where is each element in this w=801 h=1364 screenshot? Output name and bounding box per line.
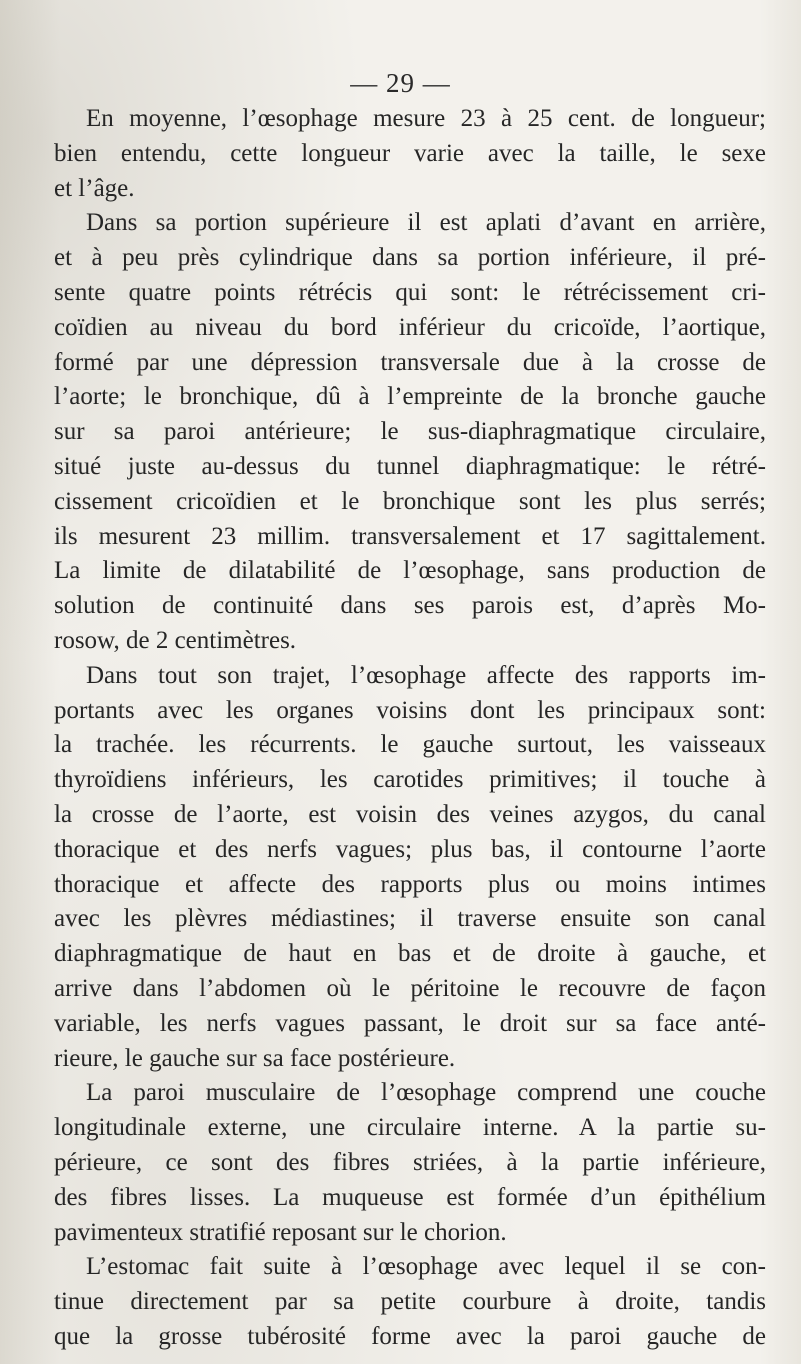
body-text (54, 102, 766, 1355)
text-line: thyroïdiens inférieurs, les carotides primitives; il touche à (54, 766, 766, 794)
text-line: la trachée. les récurrents. le gauche surtout, les vaisseaux (54, 731, 766, 759)
text-line: solution de continuité dans ses parois est, d’après Mo- (54, 592, 766, 620)
text-line: que la grosse tubérosité forme avec la paroi gauche de (54, 1322, 766, 1350)
text-line: sente quatre points rétrécis qui sont: le rétrécissement cri- (54, 278, 766, 306)
text-line: La paroi musculaire de l’œsophage comprend une couche (86, 1079, 766, 1107)
text-line: tinue directement par sa petite courbure à droite, tandis (54, 1288, 766, 1316)
text-line: et l’âge. (54, 174, 135, 202)
text-line: thoracique et affecte des rapports plus ou moins intimes (54, 870, 766, 898)
text-line: bien entendu, cette longueur varie avec la taille, le sexe (54, 139, 766, 167)
text-line: longitudinale externe, une circulaire interne. A la partie su- (54, 1114, 766, 1142)
text-line: thoracique et des nerfs vagues; plus bas, il contourne l’aorte (54, 835, 766, 863)
text-line: Dans sa portion supérieure il est aplati d’avant en arrière, (86, 209, 766, 237)
text-line: ils mesurent 23 millim. transversalement et 17 sagittalement. (54, 522, 766, 550)
text-line: portants avec les organes voisins dont les principaux sont: (54, 696, 766, 724)
text-line: cissement cricoïdien et le bronchique sont les plus serrés; (54, 487, 766, 515)
text-line: La limite de dilatabilité de l’œsophage, sans production de (54, 557, 766, 585)
page-number: — 29 — (350, 68, 451, 98)
text-line: L’estomac fait suite à l’œsophage avec lequel il se con- (86, 1253, 766, 1281)
text-line: variable, les nerfs vagues passant, le droit sur sa face anté- (54, 1009, 766, 1037)
text-line: rosow, de 2 centimètres. (54, 626, 297, 654)
text-line: avec les plèvres médiastines; il traverse ensuite son canal (54, 905, 766, 933)
text-line: sur sa paroi antérieure; le sus-diaphragmatique circulaire, (54, 418, 766, 446)
text-line: coïdien au niveau du bord inférieur du cricoïde, l’aortique, (54, 313, 766, 341)
text-line: situé juste au-dessus du tunnel diaphragmatique: le rétré- (54, 452, 766, 480)
text-line: Dans tout son trajet, l’œsophage affecte des rapports im- (86, 661, 766, 689)
text-line: et à peu près cylindrique dans sa portion inférieure, il pré- (54, 244, 766, 272)
text-line: la crosse de l’aorte, est voisin des veines azygos, du canal (54, 800, 766, 828)
text-line: rieure, le gauche sur sa face postérieure. (54, 1044, 456, 1072)
text-line: pavimenteux stratifié reposant sur le chorion. (54, 1218, 507, 1246)
text-line: formé par une dépression transversale due à la crosse de (54, 348, 766, 376)
text-line: périeure, ce sont des fibres striées, à la partie inférieure, (54, 1148, 766, 1176)
text-line: des fibres lisses. La muqueuse est formée d’un épithélium (54, 1183, 766, 1211)
text-line: l’aorte; le bronchique, dû à l’empreinte de la bronche gauche (54, 383, 766, 411)
text-line: En moyenne, l’œsophage mesure 23 à 25 cent. de longueur; (86, 105, 766, 132)
text-line: diaphragmatique de haut en bas et de droite à gauche, et (54, 940, 766, 968)
text-line: arrive dans l’abdomen où le péritoine le recouvre de façon (54, 974, 766, 1002)
